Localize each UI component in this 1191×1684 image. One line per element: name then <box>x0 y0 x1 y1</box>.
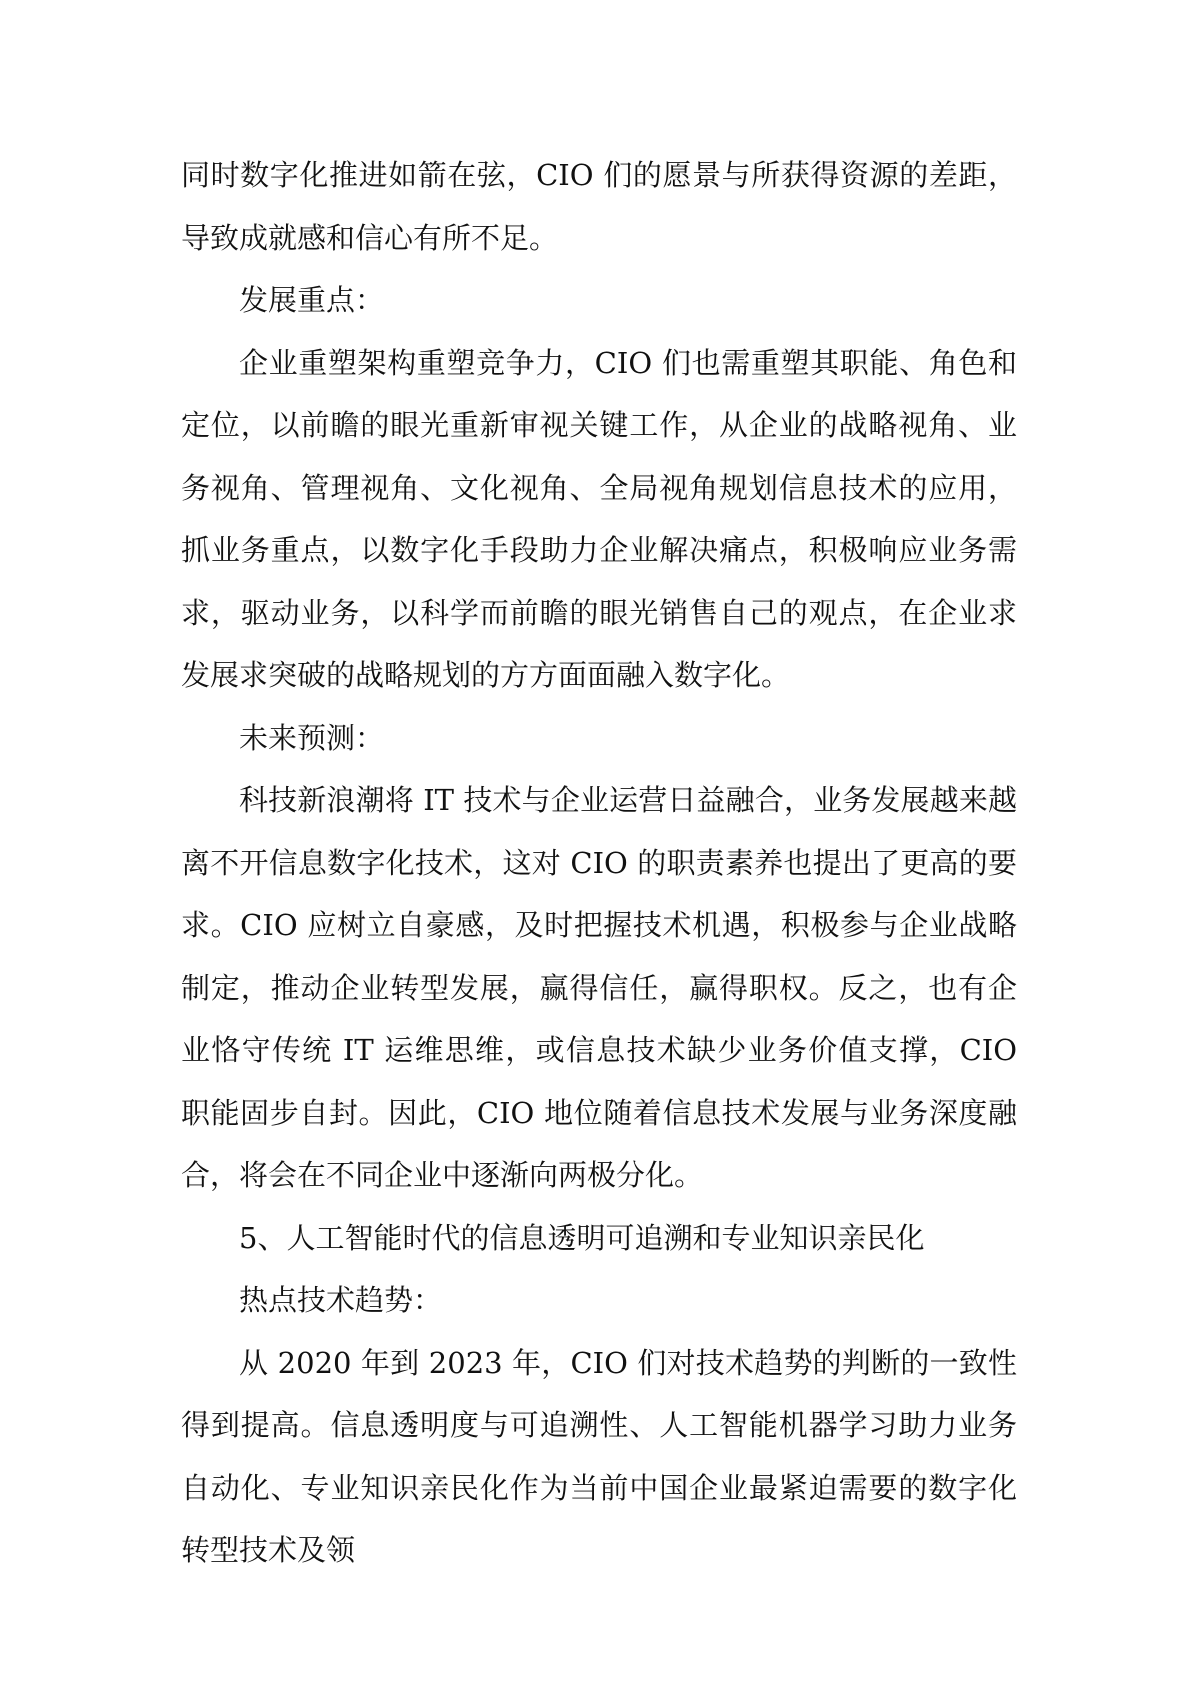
section-heading-5: 5、人工智能时代的信息透明可追溯和专业知识亲民化 <box>239 1220 925 1255</box>
heading-development-focus: 发展重点： <box>239 283 385 317</box>
body-text <box>181 144 1017 1582</box>
heading-future-forecast: 未来预测： <box>239 720 385 755</box>
paragraph-future-forecast: 科技新浪潮将 IT 技术与企业运营日益融合，业务发展越来越离不开信息数字化技术，这对 CIO 的职责素养也提出了更高的要求。CIO 应树立自豪感，及时把握技术机遇，积极参与企业战略制定，推动企业转型发展，赢得信任，赢得职权。反之，也有企业恪守传统 IT 运维思维，或信息技术缺少业务价值支撑，CIO 职能固步自封。因此，CIO 地位随着信息技术发展与业务深度融合，将会在不同企业中逐渐向两极分化。 <box>181 783 1017 1192</box>
paragraph-development-focus: 企业重塑架构重塑竞争力，CIO 们也需重塑其职能、角色和定位，以前瞻的眼光重新审视关键工作，从企业的战略视角、业务视角、管理视角、文化视角、全局视角规划信息技术的应用，抓业务重点，以数字化手段助力企业解决痛点，积极响应业务需求，驱动业务，以科学而前瞻的眼光销售自己的观点，在企业求发展求突破的战略规划的方方面面融入数字化。 <box>181 345 1017 692</box>
paragraph-continuation: 同时数字化推进如箭在弦，CIO 们的愿景与所获得资源的差距，导致成就感和信心有所不足。 <box>181 158 1017 255</box>
heading-hot-tech-trends: 热点技术趋势： <box>239 1283 443 1317</box>
paragraph-hot-tech-trends: 从 2020 年到 2023 年，CIO 们对技术趋势的判断的一致性得到提高。信息透明度与可追溯性、人工智能机器学习助力业务自动化、专业知识亲民化作为当前中国企业最紧迫需要的数字化转型技术及领 <box>181 1345 1017 1567</box>
